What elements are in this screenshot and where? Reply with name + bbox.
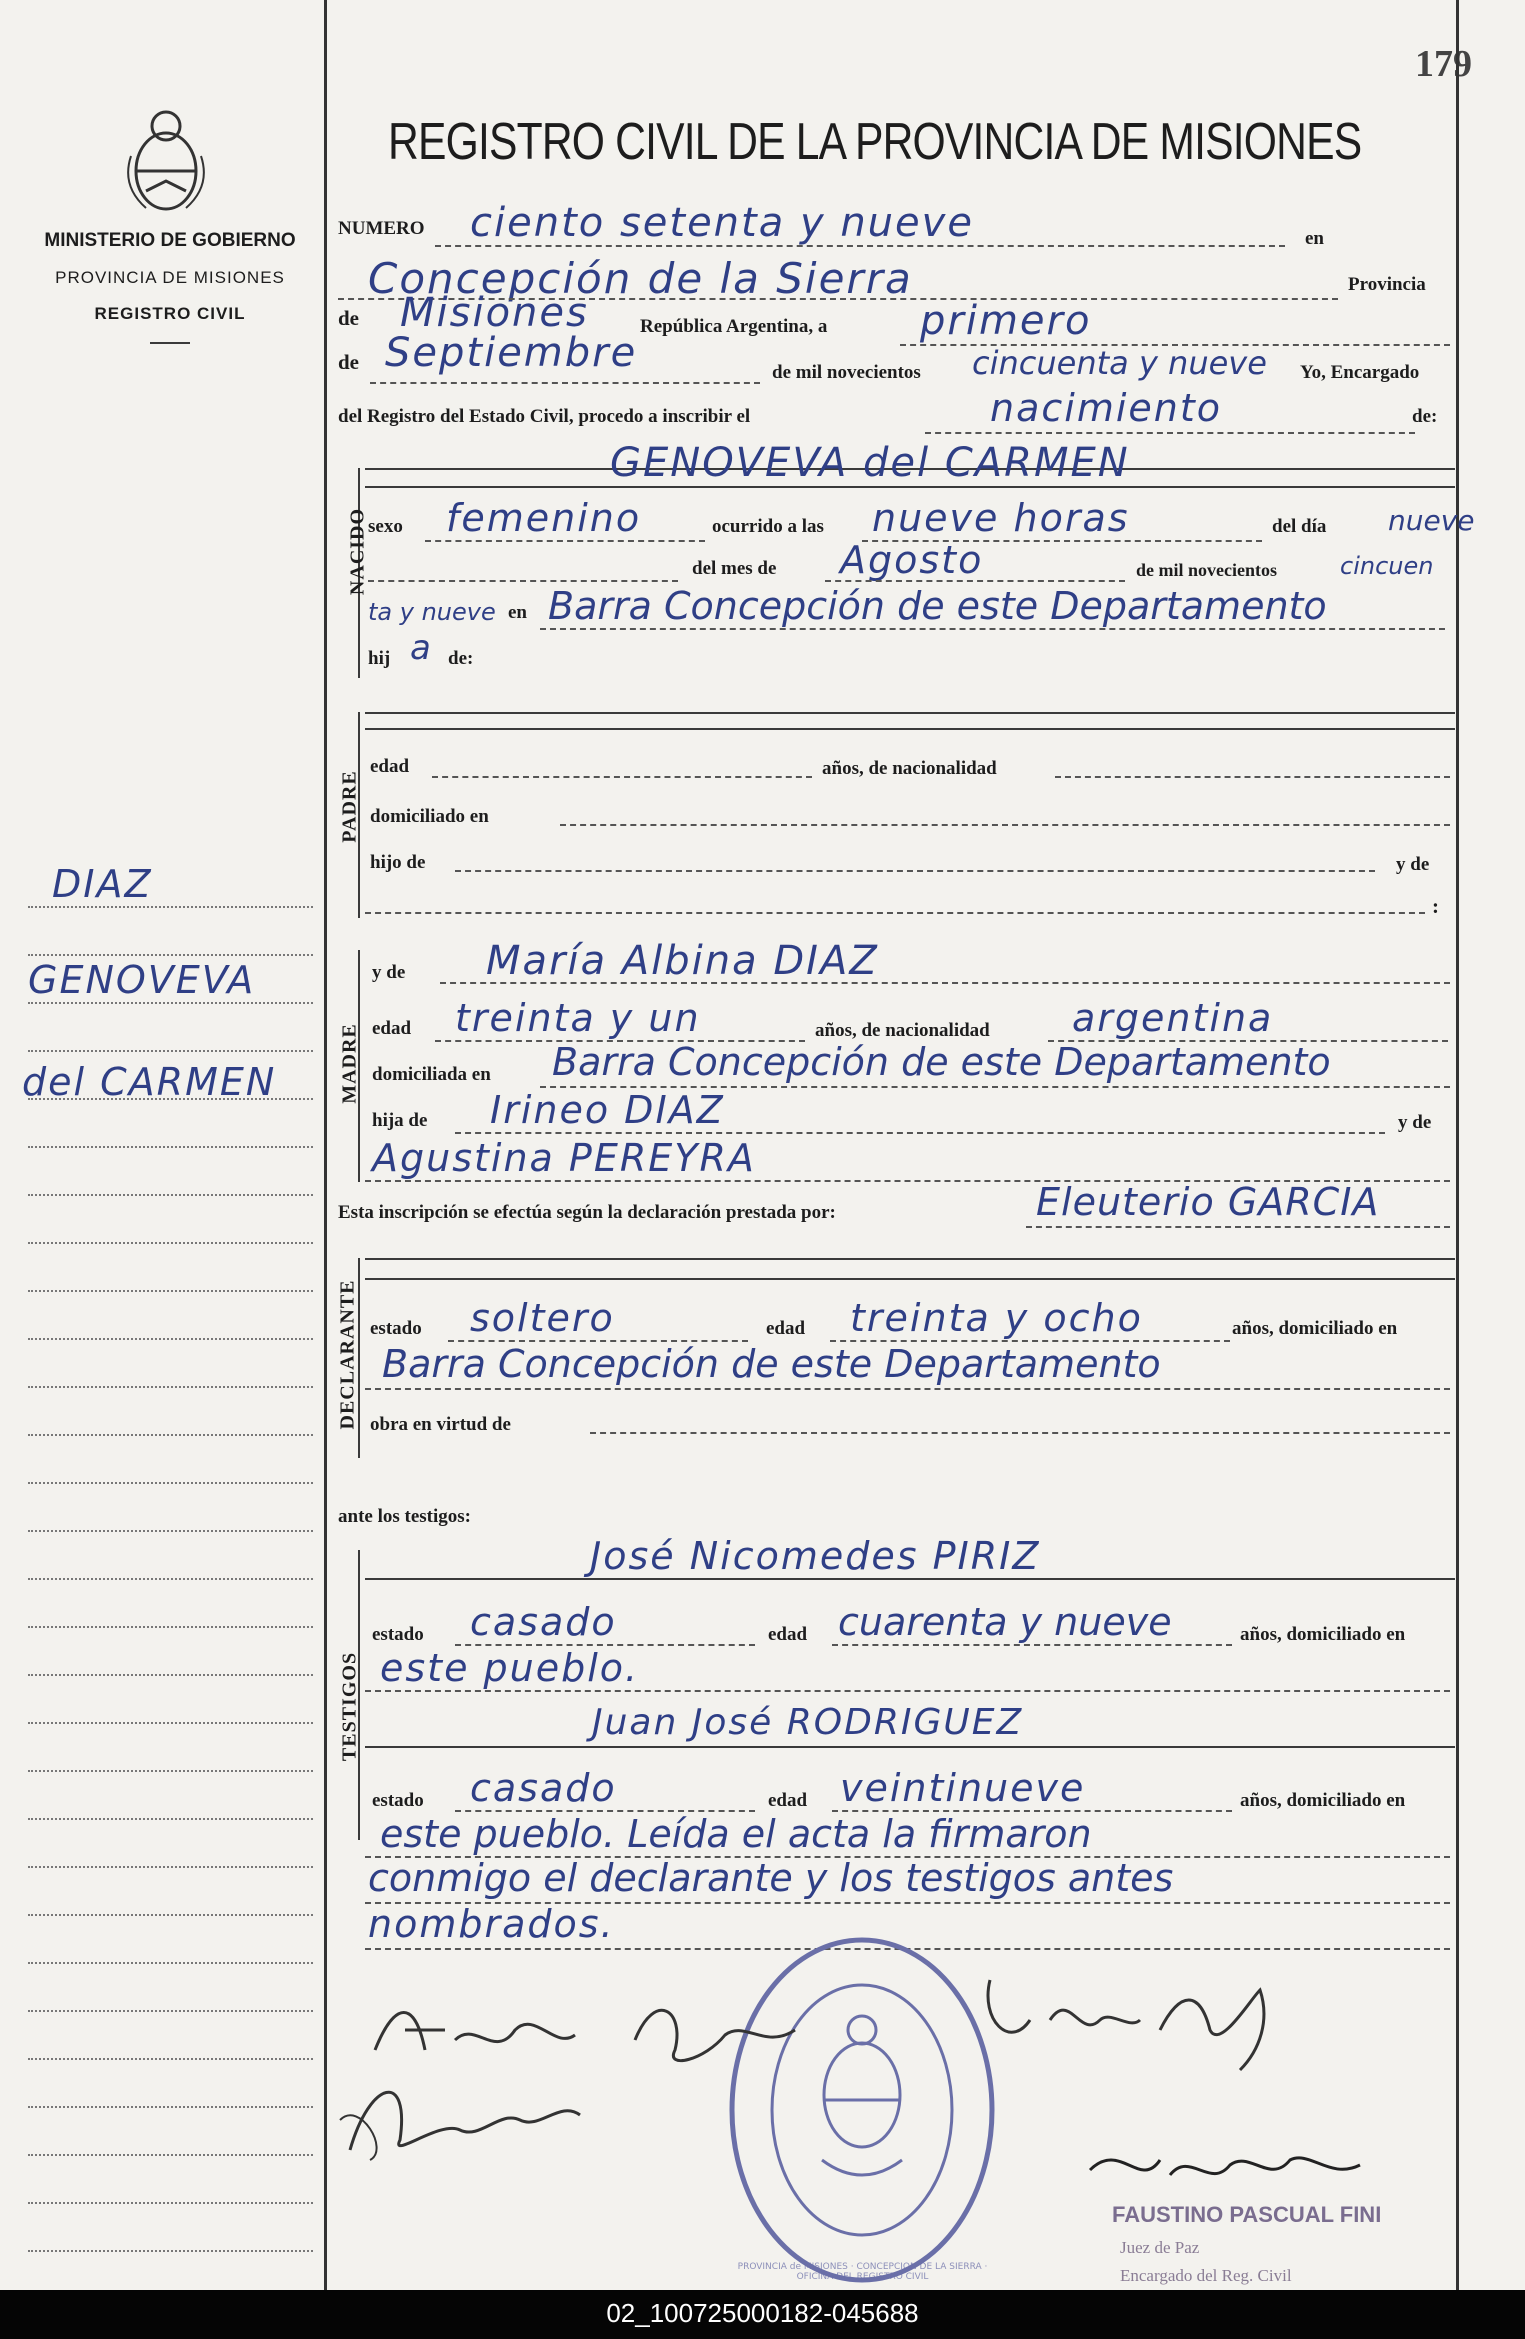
official-title-1: Juez de Paz xyxy=(1120,2238,1200,2257)
provincia-label: Provincia xyxy=(1348,274,1426,295)
madre-dom-label: domiciliada en xyxy=(372,1064,491,1085)
mes-line xyxy=(370,382,760,384)
anio-value: cincuenta y nueve xyxy=(972,344,1267,382)
anio-nac-a-value: cincuen xyxy=(1340,552,1434,580)
madre-nac-value: argentina xyxy=(1072,996,1274,1040)
margin-dotted-line xyxy=(28,1146,313,1148)
t2-edad-value: veintinueve xyxy=(840,1766,1086,1810)
de-colon-label: de: xyxy=(1412,406,1438,427)
de-label: de xyxy=(338,306,359,330)
margin-dotted-line xyxy=(28,1386,313,1388)
official-title-2: Encargado del Reg. Civil xyxy=(1120,2266,1292,2285)
lugar-value: Concepción de la Sierra xyxy=(368,254,913,303)
padre-last-line xyxy=(365,912,1425,914)
padre-edad-line xyxy=(432,776,812,778)
madre-nombre-line xyxy=(440,982,1450,984)
ministry-label: MINISTERIO DE GOBIERNO xyxy=(44,230,296,251)
de-mil-label-2: de mil novecientos xyxy=(1136,560,1277,580)
ocurrido-label: ocurrido a las xyxy=(712,516,824,537)
margin-dotted-line xyxy=(28,1194,313,1196)
dia-nac-value: nueve xyxy=(1388,504,1475,537)
inscripcion-label: Esta inscripción se efectúa según la declaración prestada por: xyxy=(338,1202,836,1223)
margin-dotted-line xyxy=(28,954,313,956)
seal-text: PROVINCIA de MISIONES · CONCEPCION DE LA SIERRA · OFICINA DEL REGISTRO CIVIL xyxy=(737,2262,988,2282)
obra-line xyxy=(590,1432,1450,1434)
t1-estado-value: casado xyxy=(470,1600,617,1644)
hij-de-label: de: xyxy=(448,648,474,669)
lugar-nac-line xyxy=(540,628,1445,630)
official-signature-icon xyxy=(1080,2130,1380,2200)
testigo2-line xyxy=(365,1746,1455,1748)
margin-dotted-line xyxy=(28,1578,313,1580)
madre-padre-line xyxy=(455,1132,1385,1134)
sexo-value: femenino xyxy=(446,496,642,540)
dia-value: primero xyxy=(920,298,1092,344)
t1-dom-line xyxy=(365,1690,1450,1692)
padre-section-label: PADRE xyxy=(338,770,361,843)
margin-dotted-line xyxy=(28,1674,313,1676)
page-number: 179 xyxy=(1415,43,1472,85)
padre-nac-line xyxy=(1055,776,1450,778)
sexo-line xyxy=(425,540,705,542)
coat-of-arms-icon xyxy=(116,96,216,216)
ante-label: ante los testigos: xyxy=(338,1506,471,1527)
numero-label: NUMERO xyxy=(338,218,425,239)
mes-nac-value: Agosto xyxy=(840,538,984,582)
acto-value: nacimiento xyxy=(990,386,1223,430)
padre-anos-label: años, de nacionalidad xyxy=(822,758,997,779)
padre-hijo-line xyxy=(455,870,1375,872)
del-registro-label: del Registro del Estado Civil, procedo a inscribir el xyxy=(338,406,751,427)
testigo-signature-2-icon xyxy=(330,2060,610,2170)
madre-edad-value: treinta y un xyxy=(455,996,701,1040)
cierre-1-value: conmigo el declarante y los testigos antes xyxy=(368,1856,1174,1900)
decl-edad-label: edad xyxy=(766,1318,806,1339)
province-label: PROVINCIA DE MISIONES xyxy=(55,268,285,287)
declarante-top-line-2 xyxy=(365,1278,1455,1280)
margin-dotted-line xyxy=(28,2202,313,2204)
decl-anos-label: años, domiciliado en xyxy=(1232,1318,1398,1339)
madre-nombre-value: María Albina DIAZ xyxy=(486,938,879,984)
footer-id: 02_100725000182-045688 xyxy=(606,2298,919,2328)
page-edge-line xyxy=(1456,0,1459,2290)
decl-estado-value: soltero xyxy=(470,1296,615,1340)
margin-dotted-line xyxy=(28,2010,313,2012)
republica-label: República Argentina, a xyxy=(640,316,828,337)
anio-nac-b-value: ta y nueve xyxy=(368,598,496,626)
de-mil-label: de mil novecientos xyxy=(772,362,921,383)
nacido-section-label: NACIDO xyxy=(346,507,369,596)
nombre-value: GENOVEVA del CARMEN xyxy=(610,440,1130,486)
t2-estado-value: casado xyxy=(470,1766,617,1810)
padre-top-line xyxy=(365,712,1455,714)
margin-dotted-line xyxy=(28,1482,313,1484)
testigo-signature-1-icon xyxy=(960,1960,1320,2080)
ministry-rule xyxy=(150,342,190,344)
margin-dotted-line xyxy=(28,906,313,908)
madre-y-de-label-2: y de xyxy=(1398,1112,1432,1133)
margin-dotted-line xyxy=(28,1914,313,1916)
margin-dotted-line xyxy=(28,2058,313,2060)
madre-section-label: MADRE xyxy=(338,1023,361,1104)
margin-dotted-line xyxy=(28,1626,313,1628)
t1-estado-label: estado xyxy=(372,1624,424,1645)
lugar-nac-value: Barra Concepción de este Departamento xyxy=(548,584,1327,628)
margin-dotted-line xyxy=(28,1818,313,1820)
margin-dotted-line xyxy=(28,1050,313,1052)
madre-anos-label: años, de nacionalidad xyxy=(815,1020,990,1041)
declarante-line xyxy=(1026,1226,1450,1228)
padre-dom-line xyxy=(560,824,1450,826)
margin-dotted-line xyxy=(28,1962,313,1964)
margin-surname: DIAZ xyxy=(52,862,153,906)
registry-label: REGISTRO CIVIL xyxy=(94,304,246,323)
padre-edad-label: edad xyxy=(370,756,410,777)
padre-colon: : xyxy=(1432,894,1439,918)
del-mes-label: del mes de xyxy=(692,558,777,579)
margin-dotted-line xyxy=(28,1866,313,1868)
numero-line xyxy=(435,245,1285,247)
provincia-value: Misiones xyxy=(400,290,589,336)
decl-edad-value: treinta y ocho xyxy=(850,1296,1143,1340)
numero-value: ciento setenta y nueve xyxy=(470,200,974,246)
margin-dotted-line xyxy=(28,1338,313,1340)
dia-nac-cont-line xyxy=(368,580,678,582)
t2-dom-value: este pueblo. Leída el acta la firmaron xyxy=(380,1812,1092,1856)
de-label-2: de xyxy=(338,350,359,374)
padre-top-line-2 xyxy=(365,728,1455,730)
margin-dotted-line xyxy=(28,1290,313,1292)
margin-dotted-line xyxy=(28,2154,313,2156)
testigo1-value: José Nicomedes PIRIZ xyxy=(590,1534,1041,1578)
margin-dotted-line xyxy=(28,1434,313,1436)
t2-estado-label: estado xyxy=(372,1790,424,1811)
madre-y-de-label: y de xyxy=(372,962,406,983)
yo-encargado-label: Yo, Encargado xyxy=(1300,362,1420,383)
margin-dotted-line xyxy=(28,1002,313,1004)
margin-dotted-line xyxy=(28,1242,313,1244)
decl-estado-label: estado xyxy=(370,1318,422,1339)
margin-dotted-line xyxy=(28,1530,313,1532)
margin-dotted-line xyxy=(28,2250,313,2252)
testigos-section-label: TESTIGOS xyxy=(338,1651,361,1762)
madre-dom-value: Barra Concepción de este Departamento xyxy=(552,1040,1331,1084)
testigo1-line xyxy=(365,1578,1455,1580)
decl-dom-line xyxy=(365,1388,1450,1390)
sexo-label: sexo xyxy=(368,516,403,537)
margin-name-2: del CARMEN xyxy=(22,1060,277,1104)
declarante-value: Eleuterio GARCIA xyxy=(1036,1180,1380,1224)
padre-hijo-label: hijo de xyxy=(370,852,426,873)
en-label: en xyxy=(1305,228,1324,249)
declarante-section-label: DECLARANTE xyxy=(336,1279,359,1430)
t2-edad-label: edad xyxy=(768,1790,808,1811)
obra-label: obra en virtud de xyxy=(370,1414,511,1435)
t2-anos-label: años, domiciliado en xyxy=(1240,1790,1406,1811)
mes-value: Septiembre xyxy=(385,330,638,376)
hora-value: nueve horas xyxy=(872,496,1130,540)
cierre-2-value: nombrados. xyxy=(368,1902,615,1946)
padre-y-de-label: y de xyxy=(1396,854,1430,875)
t1-edad-value: cuarenta y nueve xyxy=(838,1600,1172,1644)
t1-edad-label: edad xyxy=(768,1624,808,1645)
madre-hija-label: hija de xyxy=(372,1110,428,1131)
padre-dom-label: domiciliado en xyxy=(370,806,489,827)
declarante-top-line xyxy=(365,1258,1455,1260)
t1-edad-line xyxy=(832,1644,1232,1646)
madre-padre-value: Irineo DIAZ xyxy=(490,1088,725,1132)
margin-dotted-line xyxy=(28,1722,313,1724)
decl-dom-value: Barra Concepción de este Departamento xyxy=(382,1342,1161,1386)
official-name: FAUSTINO PASCUAL FINI xyxy=(1112,2202,1382,2227)
margin-dotted-line xyxy=(28,1770,313,1772)
margin-name-1: GENOVEVA xyxy=(28,958,256,1002)
nacido-name-line xyxy=(365,486,1455,488)
testigo2-value: Juan José RODRIGUEZ xyxy=(592,1702,1024,1743)
en-label-2: en xyxy=(508,602,527,623)
hij-label: hij xyxy=(368,648,391,669)
t1-anos-label: años, domiciliado en xyxy=(1240,1624,1406,1645)
acto-line xyxy=(925,432,1415,434)
mes-nac-line xyxy=(825,580,1125,582)
margin-dotted-line xyxy=(28,1098,313,1100)
t1-dom-value: este pueblo. xyxy=(380,1646,640,1690)
del-dia-label: del día xyxy=(1272,516,1327,537)
page-title: REGISTRO CIVIL DE LA PROVINCIA DE MISIONES xyxy=(388,113,1362,171)
column-divider xyxy=(324,0,327,2290)
madre-edad-label: edad xyxy=(372,1018,412,1039)
hij-suffix-value: a xyxy=(410,628,433,668)
margin-dotted-line xyxy=(28,2106,313,2108)
madre-madre-value: Agustina PEREYRA xyxy=(372,1136,756,1180)
